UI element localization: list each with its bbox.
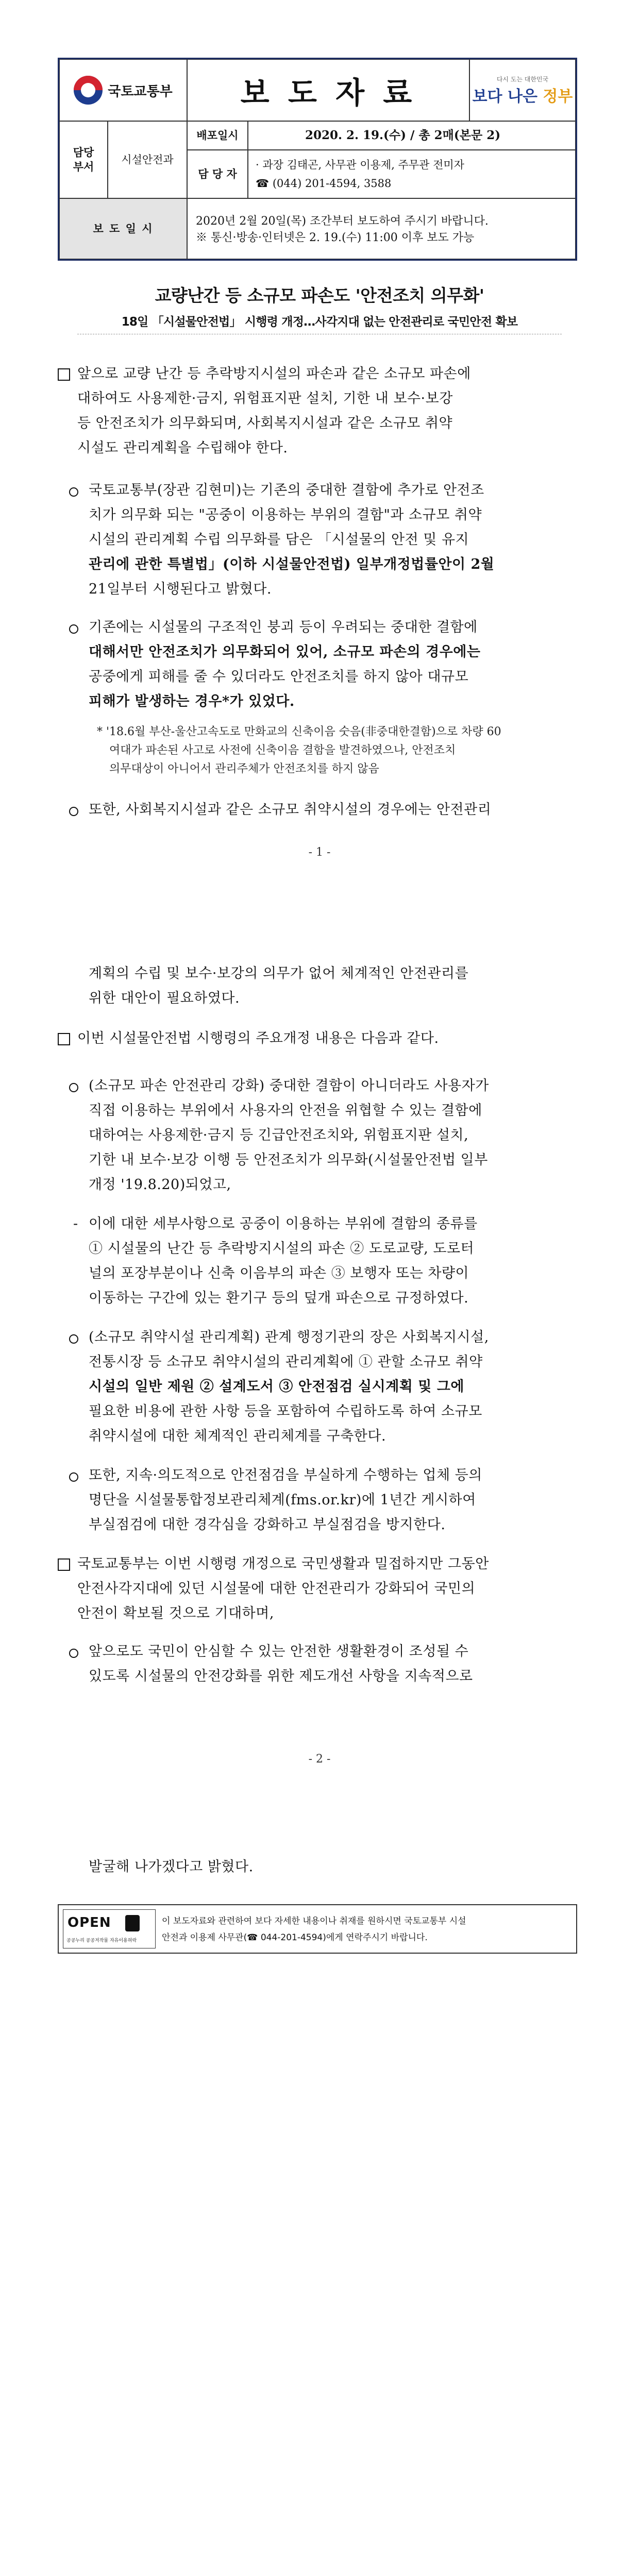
body-line: 21일부터 시행된다고 밝혔다.	[89, 581, 272, 597]
date-label: 배포일시	[196, 129, 239, 142]
slogan-cell	[469, 59, 576, 121]
body-line: 등 안전조치가 의무화되며, 사회복지시설과 같은 소규모 취약	[77, 415, 453, 431]
page-2	[0, 907, 639, 1814]
body-line: 대하여도 사용제한·금지, 위험표지판 설치, 기한 내 보수·보강	[77, 391, 453, 406]
body-line: (소규모 취약시설 관리계획) 관계 행정기관의 장은 사회복지시설,	[89, 1329, 489, 1345]
body-line: 공중에게 피해를 줄 수 있더라도 안전조치를 하지 않아 대규모	[89, 669, 469, 685]
list-bullet-circle	[69, 807, 78, 816]
page-number: - 2 -	[308, 1753, 331, 1766]
page-3	[0, 1814, 639, 2576]
body-line: 널의 포장부분이나 신축 이음부의 파손 ③ 보행자 또는 차량이	[89, 1265, 469, 1281]
body-line: 위한 대안이 필요하였다.	[89, 990, 240, 1006]
section-bullet-square	[58, 368, 70, 381]
headline-main: 교량난간 등 소규모 파손도 '안전조치 의무화'	[155, 285, 484, 306]
body-line: 이에 대한 세부사항으로 공중이 이용하는 부위에 결함의 종류를	[89, 1216, 478, 1232]
body-line: 앞으로 교량 난간 등 추락방지시설의 파손과 같은 소규모 파손에	[77, 366, 471, 382]
list-bullet-circle	[69, 1472, 78, 1482]
body-line: 안전이 확보될 것으로 기대하며,	[77, 1605, 274, 1621]
date-label-cell	[187, 121, 248, 150]
body-line: 부실점검에 대한 경각심을 강화하고 부실점검을 방지한다.	[89, 1517, 446, 1533]
body-line: 앞으로도 국민이 안심할 수 있는 안전한 생활환경이 조성될 수	[89, 1643, 469, 1659]
contact-phone: ☎ (044) 201-4594, 3588	[256, 177, 392, 190]
ministry-name: 국토교통부	[108, 83, 173, 99]
list-bullet-circle	[69, 1334, 78, 1344]
body-line: 시설의 일반 제원 ② 설계도서 ③ 안전점검 실시계획 및 그에	[89, 1379, 464, 1395]
slogan-main-part-1: 보다 나은	[472, 87, 537, 106]
open-logo: OPEN	[68, 1915, 111, 1930]
headline-sub: 18일 「시설물안전법」 시행령 개정…사각지대 없는 안전관리로 국민안전 확보	[121, 315, 518, 329]
body-line: 또한, 사회복지시설과 같은 소규모 취약시설의 경우에는 안전관리	[89, 802, 492, 818]
section-bullet-square	[58, 1558, 70, 1571]
dept-value: 시설안전과	[121, 154, 174, 166]
page-number: - 1 -	[308, 846, 331, 859]
body-line: 직접 이용하는 부위에서 사용자의 안전을 위협할 수 있는 결함에	[89, 1103, 482, 1118]
page-1	[0, 0, 639, 907]
body-line: 대하여는 사용제한·금지 등 긴급안전조치와, 위험표지판 설치,	[89, 1127, 469, 1143]
embargo-line-1: 2020년 2월 20일(목) 조간부터 보도하여 주시기 바랍니다.	[196, 215, 489, 228]
footnote-line: 여대가 파손된 사고로 사전에 신축이음 결함을 발견하였으나, 안전조치	[109, 744, 456, 757]
embargo-label-cell	[59, 198, 187, 259]
body-line: 명단을 시설물통합정보관리체계(fms.or.kr)에 1년간 게시하여	[89, 1492, 476, 1508]
footnote-line: 의무대상이 아니어서 관리주체가 안전조치를 하지 않음	[109, 762, 379, 775]
footnote-line: * '18.6월 부산-울산고속도로 만화교의 신축이음 숫음(非중대한결함)으로 차량 60	[97, 725, 501, 738]
body-line: ① 시설물의 난간 등 추락방지시설의 파손 ② 도로교량, 도로터	[89, 1241, 475, 1257]
body-line: 취약시설에 대한 체계적인 관리체계를 구축한다.	[89, 1428, 386, 1444]
body-line: 있도록 시설물의 안전강화를 위한 제도개선 사항을 지속적으로	[89, 1668, 473, 1684]
body-line: 안전사각지대에 있던 시설물에 대한 안전관리가 강화되어 국민의	[77, 1581, 476, 1597]
press-release-title-cell	[187, 59, 469, 121]
footer-line-2: 안전과 이용제 사무관(☎ 044-201-4594)에게 연락주시기 바랍니다.	[162, 1933, 428, 1943]
body-line: 계획의 수립 및 보수·보강의 의무가 없어 체계적인 안전관리를	[89, 965, 469, 981]
list-bullet-circle	[69, 1083, 78, 1092]
body-line: (소규모 파손 안전관리 강화) 중대한 결함이 아니더라도 사용자가	[89, 1078, 489, 1094]
contact-label: 담 당 자	[198, 167, 237, 180]
slogan-main-part-2: 정부	[543, 87, 573, 106]
dept-value-cell	[108, 121, 187, 198]
ministry-logo-icon	[74, 76, 103, 105]
body-line: 시설의 관리계획 수립 의무화를 담은 「시설물의 안전 및 유지	[89, 532, 469, 548]
closing-line: 발굴해 나가겠다고 밝혔다.	[89, 1859, 254, 1875]
person-icon	[125, 1915, 140, 1931]
body-line: 국토교통부는 이번 시행령 개정으로 국민생활과 밀접하지만 그동안	[77, 1556, 489, 1572]
list-bullet-circle	[69, 624, 78, 634]
body-line: 필요한 비용에 관한 사항 등을 포함하여 수립하도록 하여 소규모	[89, 1403, 482, 1419]
body-line: 기한 내 보수·보강 이행 등 안전조치가 의무화(시설물안전법 일부	[89, 1152, 488, 1168]
list-bullet-circle	[69, 1649, 78, 1658]
contact-value-cell	[248, 150, 576, 198]
slogan-small: 다시 도는 대한민국	[496, 75, 549, 83]
footer-line-1: 이 보도자료와 관련하여 보다 자세한 내용이나 취재를 원하시면 국토교통부 시설	[162, 1916, 466, 1926]
body-line: 또한, 지속·의도적으로 안전점검을 부실하게 수행하는 업체 등의	[89, 1467, 482, 1483]
body-line: 이동하는 구간에 있는 환기구 등의 덮개 파손으로 규정하였다.	[89, 1290, 469, 1306]
body-line: 국토교통부(장관 김현미)는 기존의 중대한 결함에 추가로 안전조	[89, 482, 484, 498]
body-line: 전통시장 등 소규모 취약시설의 관리계획에 ① 관할 소규모 취약	[89, 1354, 483, 1370]
open-caption: 공공누리 공공저작물 자유이용허락	[66, 1938, 137, 1943]
list-bullet-circle	[69, 487, 78, 497]
dept-label: 담당 부서	[73, 146, 94, 173]
contact-footer-box	[58, 1904, 577, 1954]
slogan-main	[473, 83, 573, 106]
embargo-line-2: ※ 통신·방송·인터넷은 2. 19.(수) 11:00 이후 보도 가능	[196, 231, 475, 244]
dash-bullet: -	[73, 1216, 78, 1232]
body-line: 피해가 발생하는 경우*가 있었다.	[89, 693, 295, 709]
section-bullet-square	[58, 1033, 70, 1045]
contact-names: · 과장 김태곤, 사무관 이용제, 주무관 전미자	[256, 159, 464, 171]
date-value: 2020. 2. 19.(수) / 총 2매(본문 2)	[305, 128, 501, 142]
press-header-table	[58, 58, 577, 261]
embargo-label: 보 도 일 시	[93, 222, 154, 235]
body-line: 시설도 관리계획을 수립해야 한다.	[77, 440, 288, 456]
ministry-cell	[59, 59, 187, 121]
body-line: 관리에 관한 특별법」(이하 시설물안전법) 일부개정법률안이 2월	[89, 556, 495, 572]
dept-label-cell	[59, 121, 108, 198]
body-line: 대해서만 안전조치가 의무화되어 있어, 소규모 파손의 경우에는	[89, 644, 481, 660]
date-value-cell	[248, 121, 576, 150]
body-line: 이번 시설물안전법 시행령의 주요개정 내용은 다음과 같다.	[77, 1030, 439, 1046]
contact-label-cell	[187, 150, 248, 198]
body-line: 치가 의무화 되는 "공중이 이용하는 부위의 결함"과 소규모 취약	[89, 507, 482, 523]
body-line: 개정 '19.8.20)되었고,	[89, 1177, 231, 1193]
body-line: 기존에는 시설물의 구조적인 붕괴 등이 우려되는 중대한 결함에	[89, 619, 478, 635]
press-release-title: 보 도 자 료	[240, 75, 416, 110]
embargo-value-cell	[187, 198, 576, 259]
open-license-badge	[63, 1909, 156, 1948]
